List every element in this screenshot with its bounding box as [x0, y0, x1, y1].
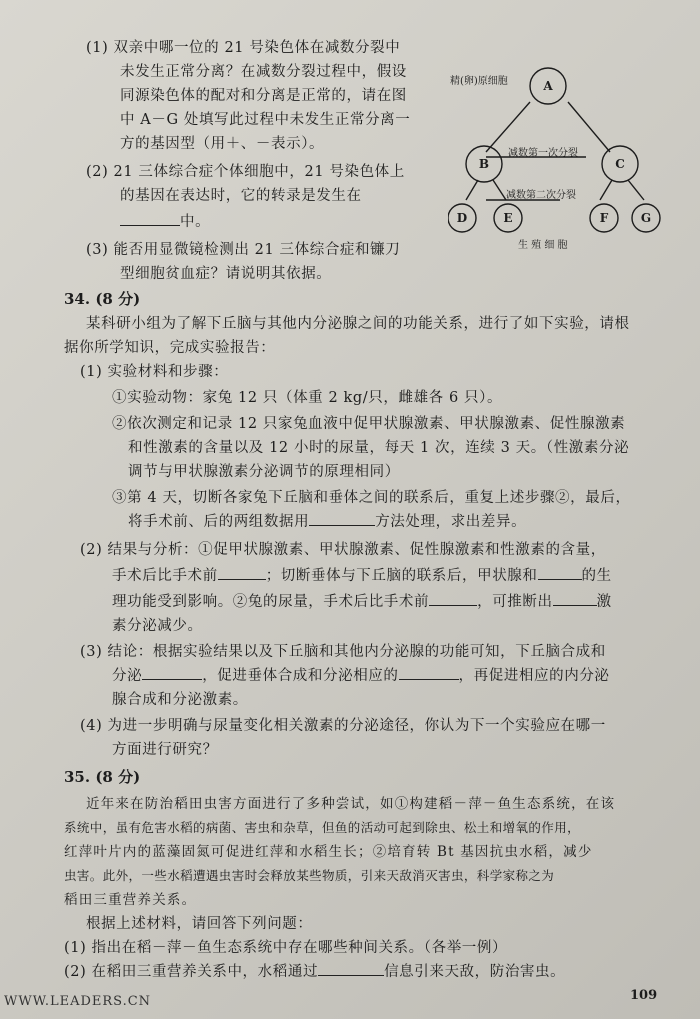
node-E-label: E — [503, 211, 513, 225]
q34-s2-line1: (2) 结果与分析：①促甲状腺激素、甲状腺激素、促性腺激素和性激素的含量， — [80, 542, 606, 558]
q35-a1: (1) 指出在稻－萍－鱼生态系统中存在哪些种间关系。（各举一例） — [64, 940, 508, 956]
q35-body-line1: 近年来在防治稻田虫害方面进行了多种尝试，如①构建稻－萍－鱼生态系统，在该 — [86, 796, 616, 812]
answer-blank — [120, 225, 180, 226]
q34-header: 34. (8 分) — [64, 290, 141, 308]
answer-blank — [218, 579, 266, 580]
q33-p1-line2: 未发生正常分离？在减数分裂过程中，假设 — [120, 64, 407, 80]
diagram-top-label: 精(卵)原细胞 — [450, 76, 508, 87]
q33-p2-line1: (2) 21 三体综合症个体细胞中，21 号染色体上 — [86, 164, 405, 180]
q35-a2: (2) 在稻田三重营养关系中，水稻通过 信息引来天敌，防治害虫。 — [64, 964, 566, 980]
diagram-first-division: 减数第一次分裂 — [508, 148, 578, 159]
q33-p1-line5: 方的基因型（用＋、－表示）。 — [120, 136, 325, 152]
q33-p2-line3: 中。 — [120, 212, 210, 232]
node-D-label: D — [456, 211, 468, 225]
q34-s4-line2: 方面进行研究？ — [112, 742, 218, 758]
q34-s1-line4: 调节与甲状腺激素分泌调节的原理相同） — [128, 464, 400, 480]
q34-s1-line2: ②依次测定和记录 12 只家兔血液中促甲状腺激素、甲状腺激素、促性腺激素 — [112, 416, 626, 432]
diagram-second-division: 减数第二次分裂 — [506, 190, 576, 201]
q33-p3-line1: (3) 能否用显微镜检测出 21 三体综合症和镰刀 — [86, 242, 401, 258]
q34-s2-line2: 手术后比手术前 ；切断垂体与下丘脑的联系后，甲状腺和 的生 — [112, 568, 612, 584]
answer-blank — [429, 605, 477, 606]
q34-s1-line6: 将手术前、后的两组数据用 方法处理，求出差异。 — [128, 514, 527, 530]
node-B-label: B — [478, 157, 490, 171]
node-G-label: G — [640, 211, 652, 225]
q33-p3-line2: 型细胞贫血症？请说明其依据。 — [120, 266, 332, 282]
q34-s2-line4: 素分泌减少。 — [112, 618, 203, 634]
q34-s1-line1: ①实验动物：家兔 12 只（体重 2 kg/只，雌雄各 6 只）。 — [112, 390, 503, 406]
q34-intro-line2: 据你所学知识，完成实验报告： — [64, 340, 276, 356]
q34-s1-line3: 和性激素的含量以及 12 小时的尿量，每天 1 次，连续 3 天。（性激素分泌 — [128, 440, 630, 456]
q34-s3-line1: (3) 结论：根据实验结果以及下丘脑和其他内分泌腺的功能可知，下丘脑合成和 — [80, 644, 606, 660]
q34-s4-line1: (4) 为进一步明确与尿量变化相关激素的分泌途径，你认为下一个实验应在哪一 — [80, 718, 606, 734]
q33-p1-line1: (1) 双亲中哪一位的 21 号染色体在减数分裂中 — [86, 40, 401, 56]
q33-p2-line2: 的基因在表达时，它的转录是发生在 — [120, 188, 362, 204]
q35-body-line4: 虫害。此外，一些水稻遭遇虫害时会释放某些物质，引来天敌消灭害虫，科学家称之为 — [64, 868, 555, 883]
q34-s1-line5: ③第 4 天，切断各家兔下丘脑和垂体之间的联系后，重复上述步骤②，最后， — [112, 490, 631, 506]
q34-intro-line1: 某科研小组为了解下丘脑与其他内分泌腺之间的功能关系，进行了如下实验，请根 — [86, 316, 630, 332]
q33-p1-line4: 中 A－G 处填写此过程中未发生正常分离一 — [120, 112, 411, 128]
q35-body-line2: 系统中，虽有危害水稻的病菌、害虫和杂草，但鱼的活动可起到除虫、松土和增氧的作用， — [64, 820, 581, 835]
q35-body-line5: 稻田三重营养关系。 — [64, 892, 197, 908]
page-number: 109 — [630, 988, 658, 1003]
q33-p1-line3: 同源染色体的配对和分离是正常的，请在图 — [120, 88, 407, 104]
node-C-label: C — [615, 157, 625, 171]
node-A-label: A — [543, 79, 553, 93]
q34-s3-line3: 腺合成和分泌激素。 — [112, 692, 248, 708]
meiosis-diagram — [448, 62, 670, 262]
footer-site-url: WWW.LEADERS.CN — [4, 994, 152, 1009]
q35-ask: 根据上述材料，请回答下列问题： — [86, 916, 313, 932]
answer-blank — [553, 605, 597, 606]
q34-s3-line2: 分泌 ，促进垂体合成和分泌相应的 ，再促进相应的内分泌 — [112, 668, 610, 684]
answer-blank — [309, 525, 375, 526]
answer-blank — [399, 679, 459, 680]
q34-s2-line3: 理功能受到影响。②兔的尿量，手术后比手术前 ，可推断出 激 — [112, 594, 612, 610]
answer-blank — [538, 579, 582, 580]
q35-header: 35. (8 分) — [64, 768, 141, 786]
answer-blank — [318, 975, 384, 976]
q34-s1-title: (1) 实验材料和步骤： — [80, 364, 229, 380]
q35-body-line3: 红萍叶片内的蓝藻固氮可促进红萍和水稻生长；②培育转 Bt 基因抗虫水稻，减少 — [64, 844, 593, 860]
node-F-label: F — [599, 211, 609, 225]
diagram-bottom-label: 生 殖 细 胞 — [518, 240, 568, 251]
answer-blank — [142, 679, 202, 680]
